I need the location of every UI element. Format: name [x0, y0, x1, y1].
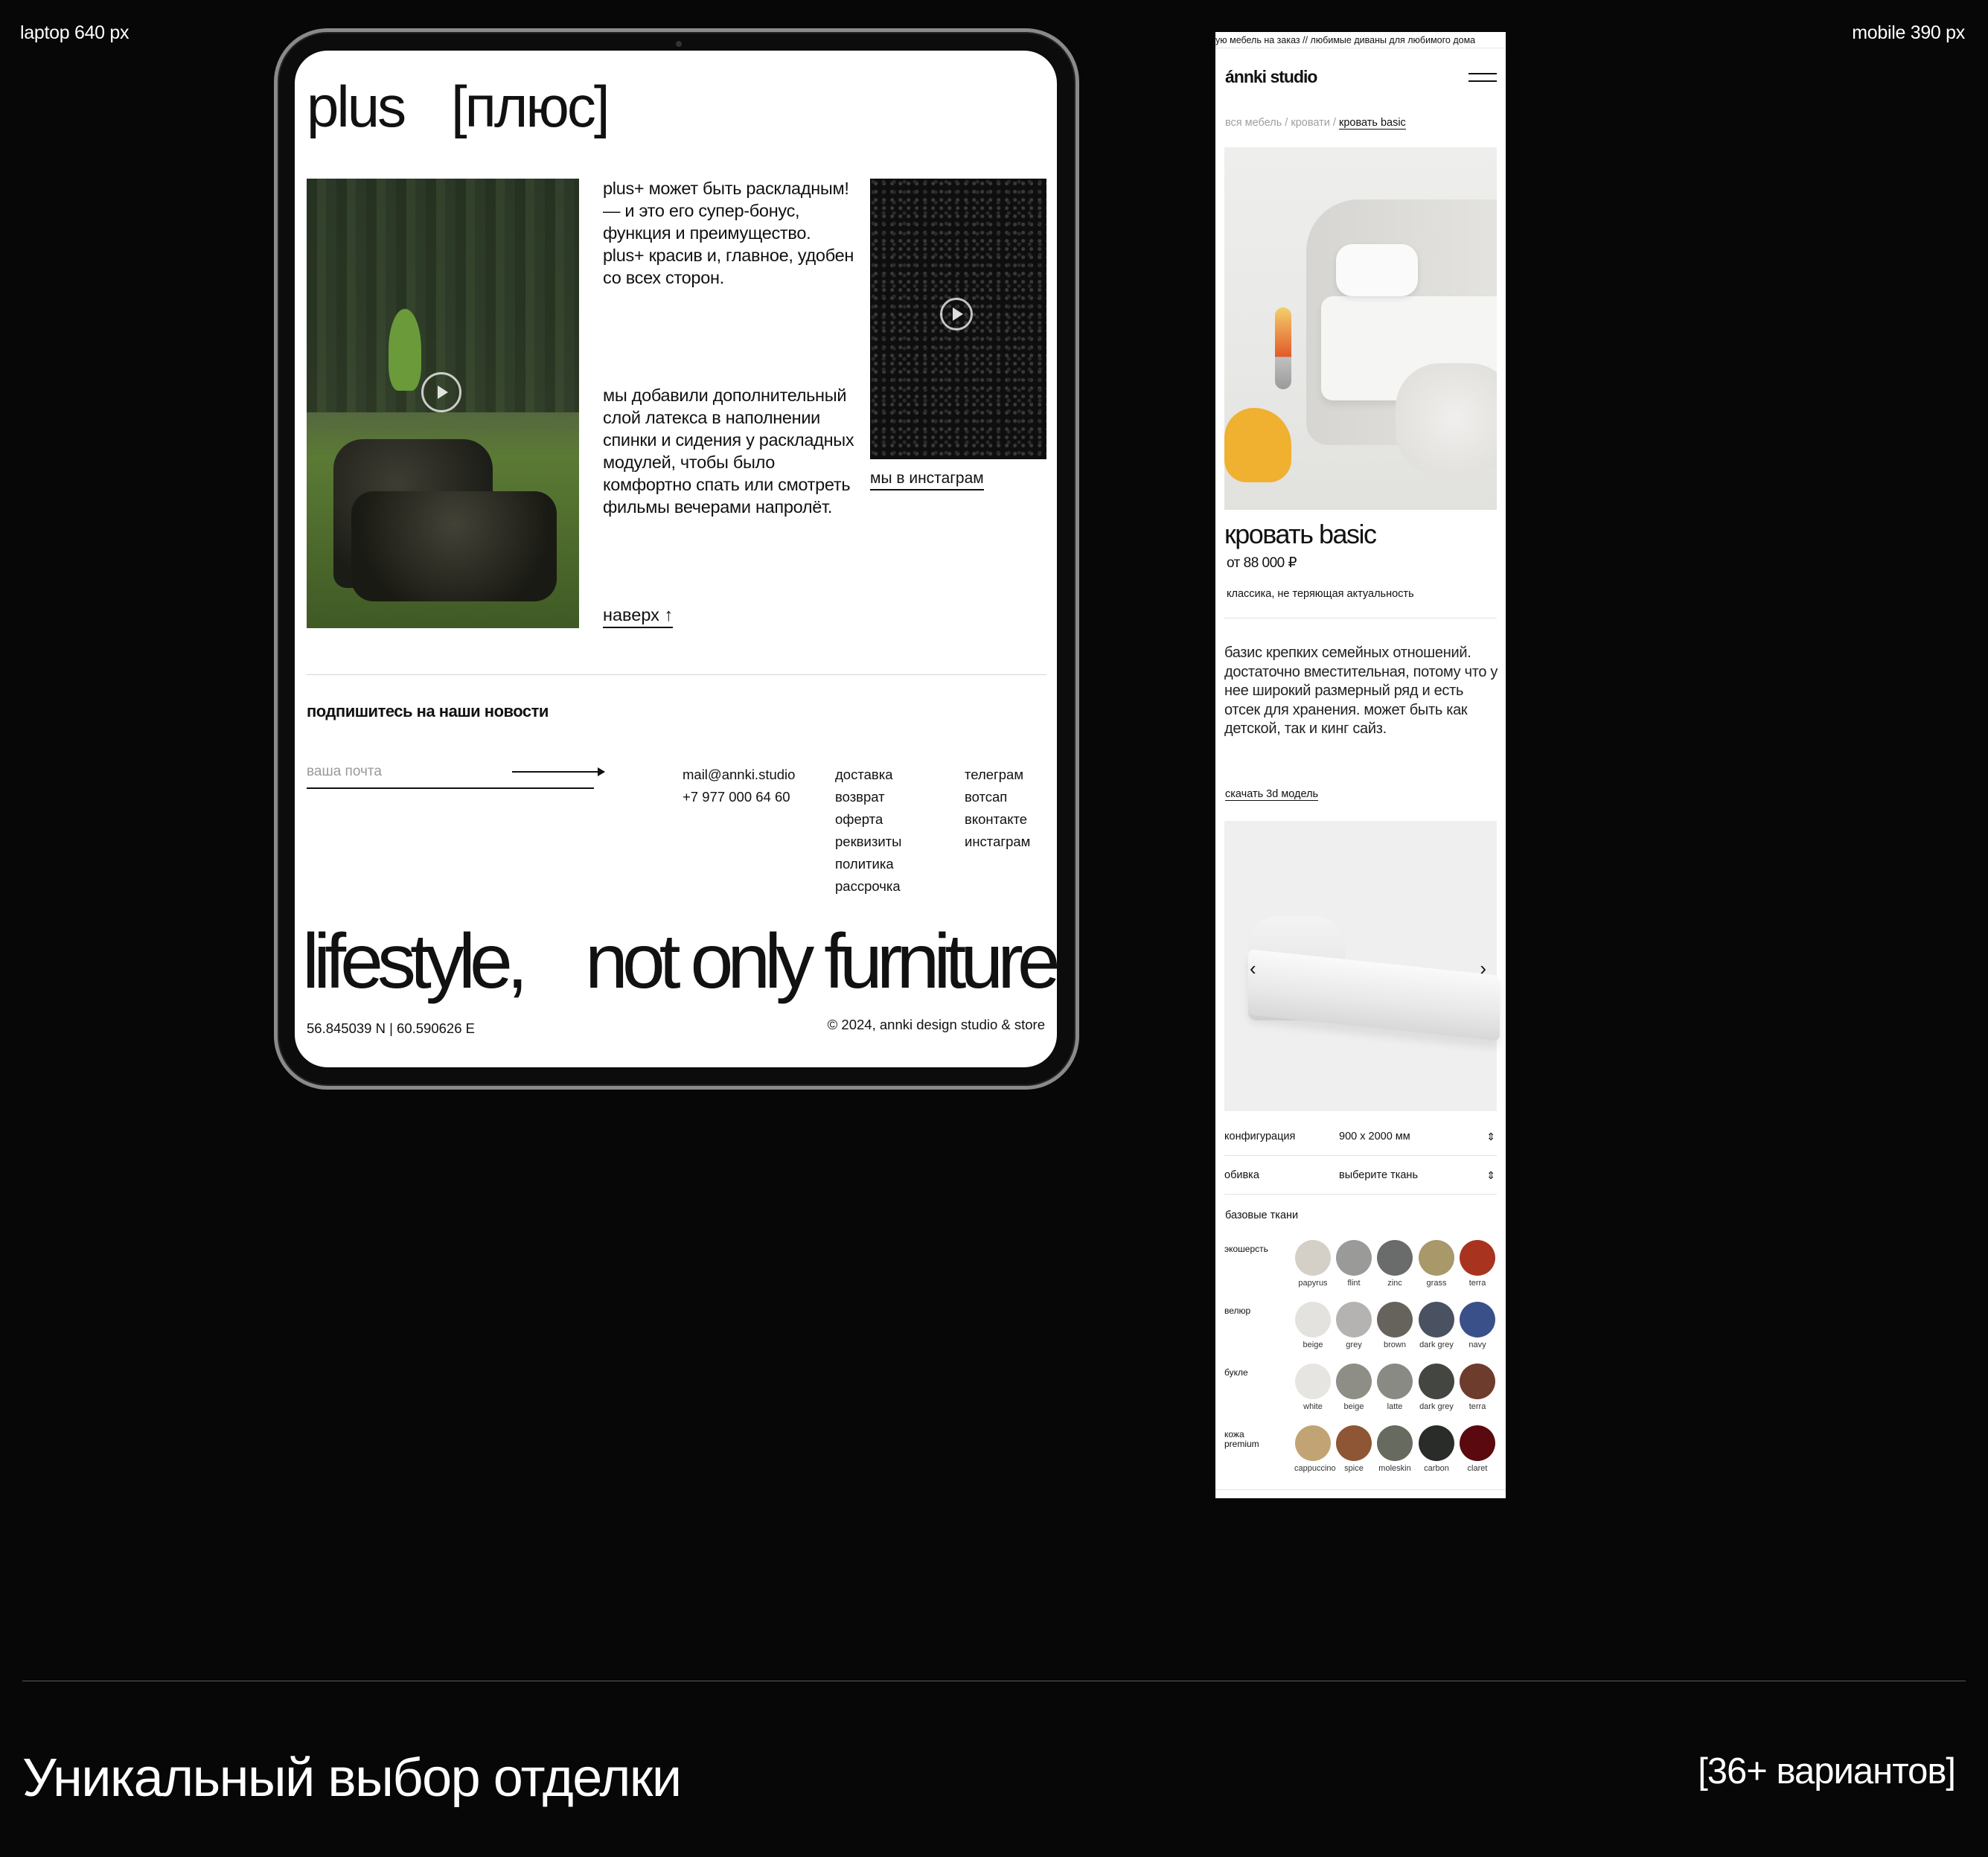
swatch-name: dark grey [1419, 1402, 1454, 1411]
link-requisites[interactable]: реквизиты [835, 834, 902, 849]
swatch-color [1419, 1302, 1454, 1337]
link-installments[interactable]: рассрочка [835, 878, 901, 894]
bed-base [1248, 949, 1500, 1041]
email-placeholder: ваша почта [307, 764, 382, 779]
swatch-name: flint [1347, 1279, 1361, 1288]
copyright: © 2024, annki design studio & store [827, 1017, 1045, 1032]
swatch-name: carbon [1424, 1464, 1449, 1473]
product-name: кровать basic [1224, 519, 1376, 549]
swatch-name: moleskin [1378, 1464, 1411, 1473]
config-label: конфигурация [1224, 1131, 1296, 1142]
contact-email[interactable]: mail@annki.studio [683, 767, 796, 782]
fabric-swatch[interactable] [1418, 1302, 1455, 1349]
base-fabrics-label: базовые ткани [1225, 1209, 1299, 1221]
swatch-name: zinc [1387, 1279, 1402, 1288]
play-icon[interactable] [940, 298, 973, 330]
swatch-color [1419, 1425, 1454, 1461]
swatch-name: spice [1344, 1464, 1364, 1473]
fabric-group-name: букле [1224, 1367, 1248, 1378]
config-select[interactable] [1224, 1117, 1497, 1156]
link-policy[interactable]: политика [835, 856, 894, 872]
fabric-swatch[interactable] [1335, 1364, 1372, 1411]
fabric-swatch[interactable] [1459, 1240, 1496, 1288]
slogan-right: not only furniture [585, 918, 1055, 1005]
swatch-name: beige [1343, 1402, 1364, 1411]
bed-pillow [1336, 244, 1418, 296]
swatch-name: papyrus [1298, 1279, 1328, 1288]
fabric-swatch[interactable] [1418, 1425, 1455, 1473]
fabric-swatch[interactable] [1376, 1425, 1413, 1473]
fabric-swatch[interactable] [1335, 1240, 1372, 1288]
swatch-name: navy [1468, 1340, 1486, 1349]
toy [1224, 408, 1291, 482]
coordinates: 56.845039 N | 60.590626 E [307, 1020, 475, 1036]
swatch-color [1460, 1425, 1495, 1461]
swatch-color [1336, 1364, 1372, 1399]
link-telegram[interactable]: телеграм [965, 767, 1024, 782]
fabric-swatch[interactable] [1376, 1302, 1413, 1349]
mobile-screen [1215, 32, 1506, 1498]
lava-lamp [1275, 307, 1291, 389]
subscribe-title: подпишитесь на наши новости [307, 702, 549, 720]
swatch-color [1377, 1364, 1413, 1399]
arrow-right-icon[interactable] [512, 771, 604, 773]
swatch-color [1419, 1240, 1454, 1276]
divider [1215, 1489, 1506, 1490]
tablet-screen [295, 51, 1057, 1067]
breadcrumb-beds[interactable]: кровати / [1291, 117, 1336, 129]
product-description: базис крепких семейных отношений. достаточно вместительная, потому что у нее широкий размерный ряд и есть отсек для хранения. может быть как детской, так и кинг сайз. [1224, 645, 1498, 737]
upholstery-label: обивка [1224, 1169, 1259, 1181]
fabric-swatch[interactable] [1335, 1425, 1372, 1473]
upholstery-value: выберите ткань [1339, 1169, 1418, 1181]
swatch-name: beige [1303, 1340, 1323, 1349]
fabric-swatch[interactable] [1459, 1364, 1496, 1411]
fabric-swatch[interactable] [1418, 1240, 1455, 1288]
swatch-color [1377, 1240, 1413, 1276]
swatch-color [1295, 1240, 1331, 1276]
fur-blanket [1396, 363, 1497, 475]
swatch-name: terra [1468, 1402, 1486, 1411]
page-title-ru: [плюс] [451, 74, 608, 139]
contacts-column [683, 764, 795, 808]
fabric-group-name: экошерсть [1224, 1244, 1268, 1254]
paragraph-latex: мы добавили дополнительный слой латекса в наполнении спинки и сидения у раскладных модулей, чтобы было комфортно спать или смотреть фильмы вечерами напролёт. [603, 386, 854, 517]
section-title: Уникальный выбор отделки [22, 1748, 681, 1808]
info-links-column [835, 764, 901, 898]
fabric-swatch[interactable] [1459, 1425, 1496, 1473]
swatch-name: brown [1384, 1340, 1406, 1349]
page-title: plus [307, 74, 405, 139]
swatch-name: latte [1387, 1402, 1403, 1411]
fabric-swatch[interactable] [1335, 1302, 1372, 1349]
logo[interactable]: ánnki studio [1225, 67, 1317, 86]
contact-phone[interactable]: +7 977 000 64 60 [683, 789, 790, 805]
email-input[interactable] [307, 764, 594, 789]
mobile-size-label: mobile 390 px [1852, 22, 1965, 43]
swatch-name: grass [1426, 1279, 1447, 1288]
laptop-size-label: laptop 640 px [20, 22, 130, 43]
breadcrumb [1225, 117, 1406, 129]
ticker: ую мебель на заказ // любимые диваны для любимого дома [1215, 32, 1506, 48]
product-price: от 88 000 ₽ [1227, 555, 1297, 571]
fabric-group-name: кожа premium [1224, 1429, 1259, 1449]
social-links-column [965, 764, 1030, 853]
swatch-color [1295, 1425, 1331, 1461]
swatch-color [1336, 1302, 1372, 1337]
fabric-swatch[interactable] [1294, 1425, 1336, 1473]
fabric-swatch[interactable] [1294, 1364, 1332, 1411]
product-photo-bed-interior[interactable] [1224, 147, 1497, 510]
swatch-name: dark grey [1419, 1340, 1454, 1349]
upholstery-select[interactable] [1224, 1156, 1497, 1195]
tree [389, 309, 421, 391]
swatch-name: cappuccino [1294, 1464, 1336, 1473]
select-arrows-icon: ⇕ [1486, 1169, 1495, 1181]
swatch-name: white [1303, 1402, 1323, 1411]
fabric-swatch[interactable] [1294, 1240, 1332, 1288]
swatch-name: claret [1467, 1464, 1488, 1473]
swatch-color [1460, 1302, 1495, 1337]
instagram-link[interactable]: мы в инстаграм [870, 470, 984, 490]
slogan-left: lifestyle, [302, 918, 522, 1005]
swatch-color [1377, 1302, 1413, 1337]
select-arrows-icon: ⇕ [1486, 1131, 1495, 1142]
swatch-color [1419, 1364, 1454, 1399]
swatch-color [1460, 1364, 1495, 1399]
scroll-top-link[interactable]: наверх ↑ [603, 605, 673, 628]
fabric-swatch[interactable] [1459, 1302, 1496, 1349]
link-delivery[interactable]: доставка [835, 767, 893, 782]
variants-count: [36+ вариантов] [1698, 1751, 1955, 1792]
tablet-camera [676, 41, 682, 47]
product-gallery[interactable] [1224, 821, 1497, 1111]
chevron-right-icon[interactable]: › [1480, 957, 1486, 979]
menu-icon[interactable] [1468, 73, 1497, 82]
chevron-left-icon[interactable]: ‹ [1250, 957, 1256, 979]
link-offer[interactable]: оферта [835, 811, 883, 827]
link-instagram[interactable]: инстаграм [965, 834, 1031, 849]
download-3d-link[interactable]: скачать 3d модель [1225, 788, 1319, 800]
play-icon[interactable] [421, 372, 461, 412]
link-whatsapp[interactable]: вотсап [965, 789, 1008, 805]
fabric-group-name: велюр [1224, 1305, 1251, 1316]
fabric-swatch[interactable] [1376, 1240, 1413, 1288]
fabric-swatch[interactable] [1376, 1364, 1413, 1411]
video-armchair-field[interactable] [307, 179, 579, 628]
swatch-color [1336, 1240, 1372, 1276]
fabric-swatch[interactable] [1418, 1364, 1455, 1411]
swatch-name: terra [1468, 1279, 1486, 1288]
link-vkontakte[interactable]: вконтакте [965, 811, 1028, 827]
product-tagline: классика, не теряющая актуальность [1227, 588, 1414, 600]
divider [1224, 618, 1497, 619]
armchair-seat [351, 491, 557, 601]
breadcrumb-all-furniture[interactable]: вся мебель / [1225, 117, 1288, 129]
link-returns[interactable]: возврат [835, 789, 885, 805]
swatch-color [1460, 1240, 1495, 1276]
breadcrumb-current: кровать basic [1338, 117, 1406, 129]
video-fur-texture[interactable] [870, 179, 1046, 459]
swatch-color [1295, 1364, 1331, 1399]
swatch-color [1377, 1425, 1413, 1461]
swatch-color [1295, 1302, 1331, 1337]
swatch-name: grey [1346, 1340, 1362, 1349]
fabric-swatch[interactable] [1294, 1302, 1332, 1349]
divider [307, 674, 1046, 675]
swatch-color [1336, 1425, 1372, 1461]
config-value: 900 х 2000 мм [1339, 1131, 1410, 1142]
paragraph-foldable: plus+ может быть раскладным! — и это его супер-бонус, функция и преимущество. plus+ красив и, главное, удобен со всех сторон. [603, 179, 854, 287]
